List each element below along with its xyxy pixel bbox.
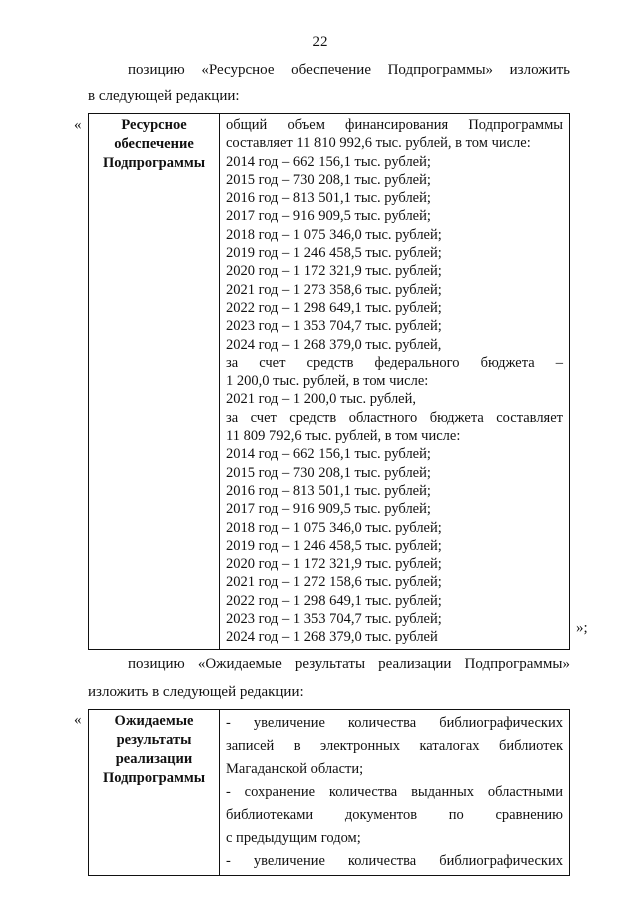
body-line: 2016 год – 813 501,1 тыс. рублей; <box>226 190 431 207</box>
body-line: 2020 год – 1 172 321,9 тыс. рублей; <box>226 263 442 280</box>
body-line: 2024 год – 1 268 379,0 тыс. рублей, <box>226 336 442 353</box>
section2-quote-open: « <box>74 712 82 728</box>
results-table <box>88 709 570 876</box>
body-line: с предыдущим годом; <box>226 830 361 846</box>
section1-intro-cont: в следующей редакции: <box>88 88 240 104</box>
section1-quote-open: « <box>74 117 82 133</box>
body-line: 2022 год – 1 298 649,1 тыс. рублей; <box>226 592 442 609</box>
header-line: Ресурсное <box>121 117 187 133</box>
body-line: записей в электронных каталогах библиотек <box>226 738 563 754</box>
body-line: 2014 год – 662 156,1 тыс. рублей; <box>226 446 431 463</box>
body-line: общий объем финансирования Подпрограммы <box>226 117 563 133</box>
header-line: реализации <box>115 751 193 767</box>
results-table-header <box>89 710 220 876</box>
body-line: 11 809 792,6 тыс. рублей, в том числе: <box>226 428 461 445</box>
body-line: библиотеками документов по сравнению <box>226 807 563 823</box>
body-line: 2024 год – 1 268 379,0 тыс. рублей <box>226 629 438 646</box>
body-line: 2020 год – 1 172 321,9 тыс. рублей; <box>226 556 442 573</box>
body-line: 2021 год – 1 272 158,6 тыс. рублей; <box>226 574 442 591</box>
body-line: 2017 год – 916 909,5 тыс. рублей; <box>226 208 431 225</box>
header-line: Ожидаемые <box>114 713 194 729</box>
results-table-body <box>220 710 570 876</box>
resource-table <box>88 113 570 650</box>
body-line: - увеличение количества библиографических <box>226 715 563 731</box>
body-line: 2021 год – 1 273 358,6 тыс. рублей; <box>226 281 442 298</box>
body-line: 2023 год – 1 353 704,7 тыс. рублей; <box>226 318 442 335</box>
body-line: 1 200,0 тыс. рублей, в том числе: <box>226 373 429 390</box>
header-line: Подпрограммы <box>102 155 206 171</box>
body-line: 2014 год – 662 156,1 тыс. рублей; <box>226 153 431 170</box>
body-line: 2017 год – 916 909,5 тыс. рублей; <box>226 501 431 518</box>
header-line: обеспечение <box>114 136 194 152</box>
body-line: 2018 год – 1 075 346,0 тыс. рублей; <box>226 226 442 243</box>
page-number: 22 <box>312 34 328 50</box>
section2-intro-cont: изложить в следующей редакции: <box>88 684 304 700</box>
header-line: результаты <box>116 732 192 748</box>
body-line: 2015 год – 730 208,1 тыс. рублей; <box>226 464 431 481</box>
resource-table-header <box>89 114 220 650</box>
body-line: - увеличение количества библиографических <box>226 853 563 869</box>
body-line: составляет 11 810 992,6 тыс. рублей, в том числе: <box>226 135 531 152</box>
section2-intro: позицию «Ожидаемые результаты реализации Подпрограммы» <box>128 656 570 672</box>
body-line: Магаданской области; <box>226 761 364 777</box>
body-line: 2023 год – 1 353 704,7 тыс. рублей; <box>226 611 442 628</box>
body-line: 2018 год – 1 075 346,0 тыс. рублей; <box>226 519 442 536</box>
body-line: за счет средств областного бюджета составляет <box>226 409 563 426</box>
body-line: 2019 год – 1 246 458,5 тыс. рублей; <box>226 245 442 262</box>
body-line: - сохранение количества выданных областными <box>226 784 563 800</box>
body-line: 2016 год – 813 501,1 тыс. рублей; <box>226 482 431 499</box>
resource-table-body <box>220 114 570 650</box>
header-line: Подпрограммы <box>102 770 206 786</box>
section1-quote-close: »; <box>576 620 588 636</box>
body-line: за счет средств федерального бюджета – <box>226 354 563 371</box>
body-line: 2015 год – 730 208,1 тыс. рублей; <box>226 171 431 188</box>
body-line: 2021 год – 1 200,0 тыс. рублей, <box>226 391 417 408</box>
body-line: 2019 год – 1 246 458,5 тыс. рублей; <box>226 537 442 554</box>
body-line: 2022 год – 1 298 649,1 тыс. рублей; <box>226 299 442 316</box>
section1-intro: позицию «Ресурсное обеспечение Подпрограммы» изложить <box>128 62 570 78</box>
